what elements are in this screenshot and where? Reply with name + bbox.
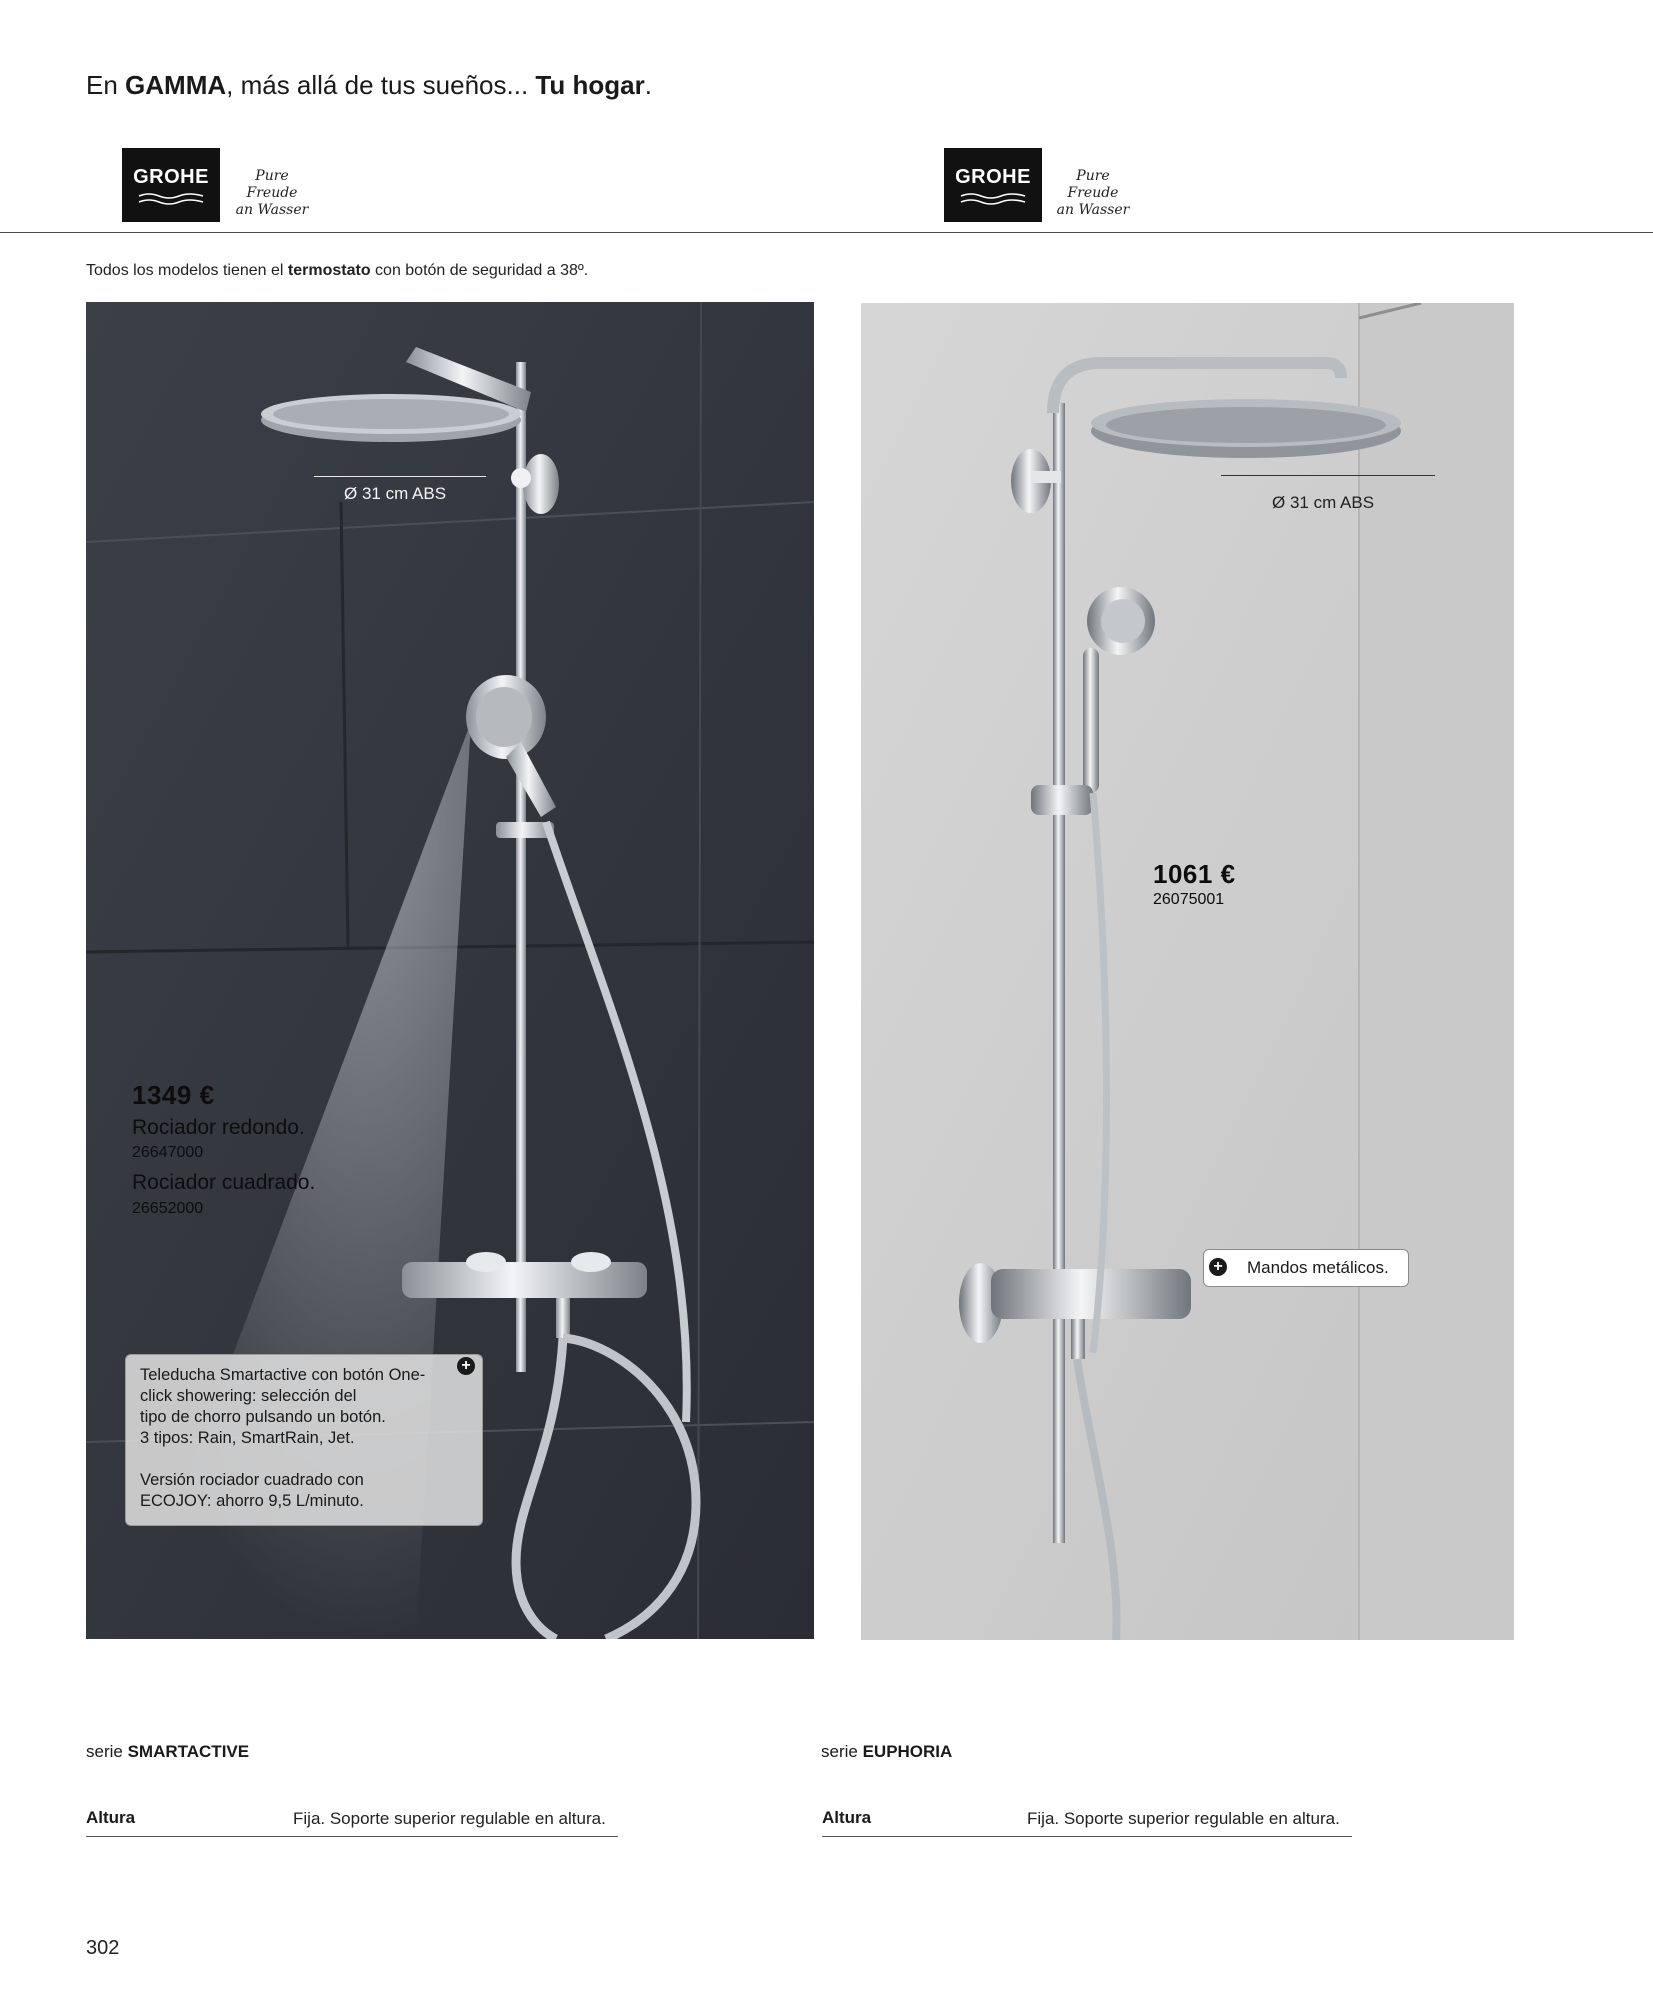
diameter-label: Ø 31 cm ABS (344, 484, 447, 503)
note-bold: termostato (287, 262, 371, 279)
tagline-line1: Pure Freude (1067, 168, 1119, 201)
waves-icon (959, 192, 1027, 206)
headline-brand: GAMMA (125, 70, 227, 100)
feature-infobox (125, 1354, 483, 1526)
headline-prefix: En (86, 70, 126, 100)
series-prefix: serie (821, 1742, 863, 1761)
diameter-line (314, 476, 486, 477)
product-photo-euphoria (861, 303, 1514, 1640)
headline-suffix: . (644, 70, 652, 100)
info-line: 3 tipos: Rain, SmartRain, Jet. (140, 1429, 355, 1447)
feature-metal-handles (1203, 1249, 1409, 1287)
variant-square-ref: 26652000 (132, 1200, 204, 1217)
shower-illustration-right (861, 303, 1514, 1640)
tagline-line2: an Wasser (235, 202, 309, 218)
euphoria-ref: 26075001 (1153, 891, 1225, 908)
diameter-line (1221, 475, 1435, 476)
info-line: Versión rociador cuadrado con (140, 1471, 364, 1489)
plus-icon[interactable]: + (1209, 1258, 1227, 1276)
diameter-label: Ø 31 cm ABS (1272, 493, 1375, 512)
plus-icon[interactable]: + (457, 1357, 475, 1375)
spec-row-divider (86, 1836, 618, 1837)
grohe-logo-word: GROHE (133, 166, 209, 188)
series-prefix: serie (86, 1742, 128, 1761)
note-prefix: Todos los modelos tienen el (86, 262, 288, 279)
feature-label: Mandos metálicos. (1247, 1258, 1389, 1277)
waves-icon (137, 192, 205, 206)
spec-value-height: Fija. Soporte superior regulable en altura. (293, 1809, 606, 1828)
info-line: ECOJOY: ahorro 9,5 L/minuto. (140, 1492, 364, 1510)
grohe-logo-left (122, 148, 220, 222)
spec-label-height: Altura (86, 1808, 136, 1827)
header-divider (0, 232, 1653, 233)
headline-middle: , más allá de tus sueños... (226, 70, 536, 100)
product-photo-smartactive (86, 302, 814, 1639)
info-line: tipo de chorro pulsando un botón. (140, 1408, 386, 1426)
spec-value-height: Fija. Soporte superior regulable en altura. (1027, 1809, 1340, 1828)
price-euphoria: 1061 € (1153, 859, 1236, 889)
variant-square-name: Rociador cuadrado. (132, 1171, 316, 1194)
spec-row-divider (822, 1836, 1352, 1837)
series-name: EUPHORIA (862, 1742, 953, 1761)
page-headline (86, 70, 652, 101)
variant-round-ref: 26647000 (132, 1144, 204, 1161)
series-title-right (821, 1742, 952, 1762)
page-number: 302 (86, 1937, 120, 1959)
price-smartactive: 1349 € (132, 1080, 215, 1110)
tagline-line1: Pure Freude (246, 168, 298, 201)
spec-label-height: Altura (822, 1808, 872, 1827)
thermostat-note (86, 262, 588, 280)
headline-emphasis: Tu hogar (535, 70, 645, 100)
series-title-left (86, 1742, 249, 1762)
tagline-line2: an Wasser (1056, 202, 1130, 218)
logo-tagline-right (1053, 168, 1133, 219)
variant-round-name: Rociador redondo. (132, 1116, 305, 1139)
logo-tagline-left (232, 168, 312, 219)
info-line: click showering: selección del (140, 1387, 357, 1405)
note-suffix: con botón de seguridad a 38º. (370, 262, 589, 279)
grohe-logo-right (944, 148, 1042, 222)
series-name: SMARTACTIVE (127, 1742, 250, 1761)
info-line: Teleducha Smartactive con botón One- (140, 1366, 426, 1384)
grohe-logo-word: GROHE (955, 166, 1031, 188)
